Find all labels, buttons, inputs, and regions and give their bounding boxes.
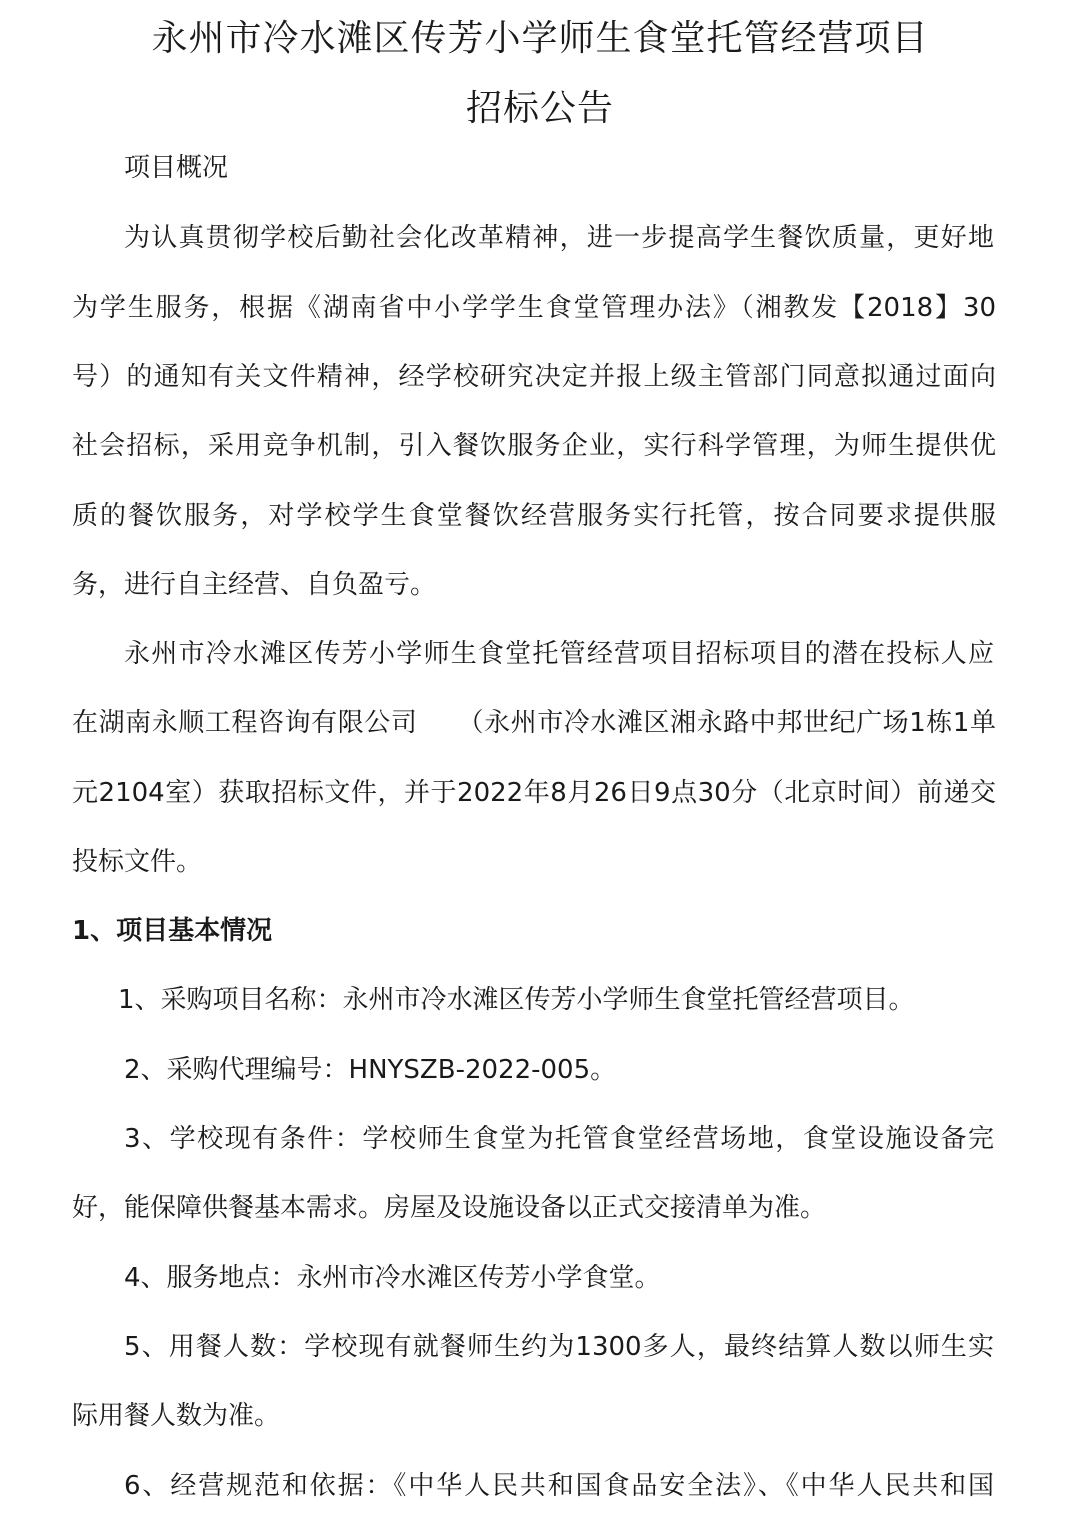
paragraph-line: 好，能保障供餐基本需求。房屋及设施设备以正式交接清单为准。: [72, 1193, 827, 1223]
list-item: 5、用餐人数：学校现有就餐师生约为1300多人，最终结算人数以师生实: [124, 1332, 994, 1362]
paragraph-line: 为认真贯彻学校后勤社会化改革精神，进一步提高学生餐饮质量，更好地: [124, 223, 994, 253]
section-heading-overview: 项目概况: [124, 153, 229, 183]
paragraph-line: 为学生服务，根据《湖南省中小学学生食堂管理办法》（湘教发【2018】30: [72, 293, 996, 323]
document-subtitle: 招标公告: [465, 88, 614, 129]
list-item: 2、采购代理编号：HNYSZB-2022-005。: [124, 1055, 617, 1085]
paragraph-line: 元2104室）获取招标文件，并于2022年8月26日9点30分（北京时间）前递交: [72, 778, 996, 808]
section-heading-basic-info: 1、项目基本情况: [72, 916, 273, 946]
list-item: 4、服务地点：永州市冷水滩区传芳小学食堂。: [124, 1263, 661, 1293]
paragraph-line: 投标文件。: [72, 847, 203, 877]
paragraph-line: 际用餐人数为准。: [72, 1401, 281, 1431]
list-item: 3、学校现有条件：学校师生食堂为托管食堂经营场地，食堂设施设备完: [124, 1124, 994, 1154]
list-item: 1、采购项目名称：永州市冷水滩区传芳小学师生食堂托管经营项目。: [118, 985, 915, 1015]
paragraph-line: 永州市冷水滩区传芳小学师生食堂托管经营项目招标项目的潜在投标人应: [124, 639, 994, 669]
paragraph-line: 在湖南永顺工程咨询有限公司 （永州市冷水滩区湘永路中邦世纪广场1栋1单: [72, 708, 996, 738]
paragraph-line: 社会招标，采用竞争机制，引入餐饮服务企业，实行科学管理，为师生提供优: [72, 431, 996, 461]
list-item: 6、经营规范和依据：《中华人民共和国食品安全法》、《中华人民共和国: [124, 1471, 994, 1501]
document-title: 永州市冷水滩区传芳小学师生食堂托管经营项目: [151, 18, 929, 59]
paragraph-line: 号）的通知有关文件精神，经学校研究决定并报上级主管部门同意拟通过面向: [72, 362, 996, 392]
paragraph-line: 务，进行自主经营、自负盈亏。: [72, 570, 437, 600]
paragraph-line: 质的餐饮服务，对学校学生食堂餐饮经营服务实行托管，按合同要求提供服: [72, 501, 996, 531]
